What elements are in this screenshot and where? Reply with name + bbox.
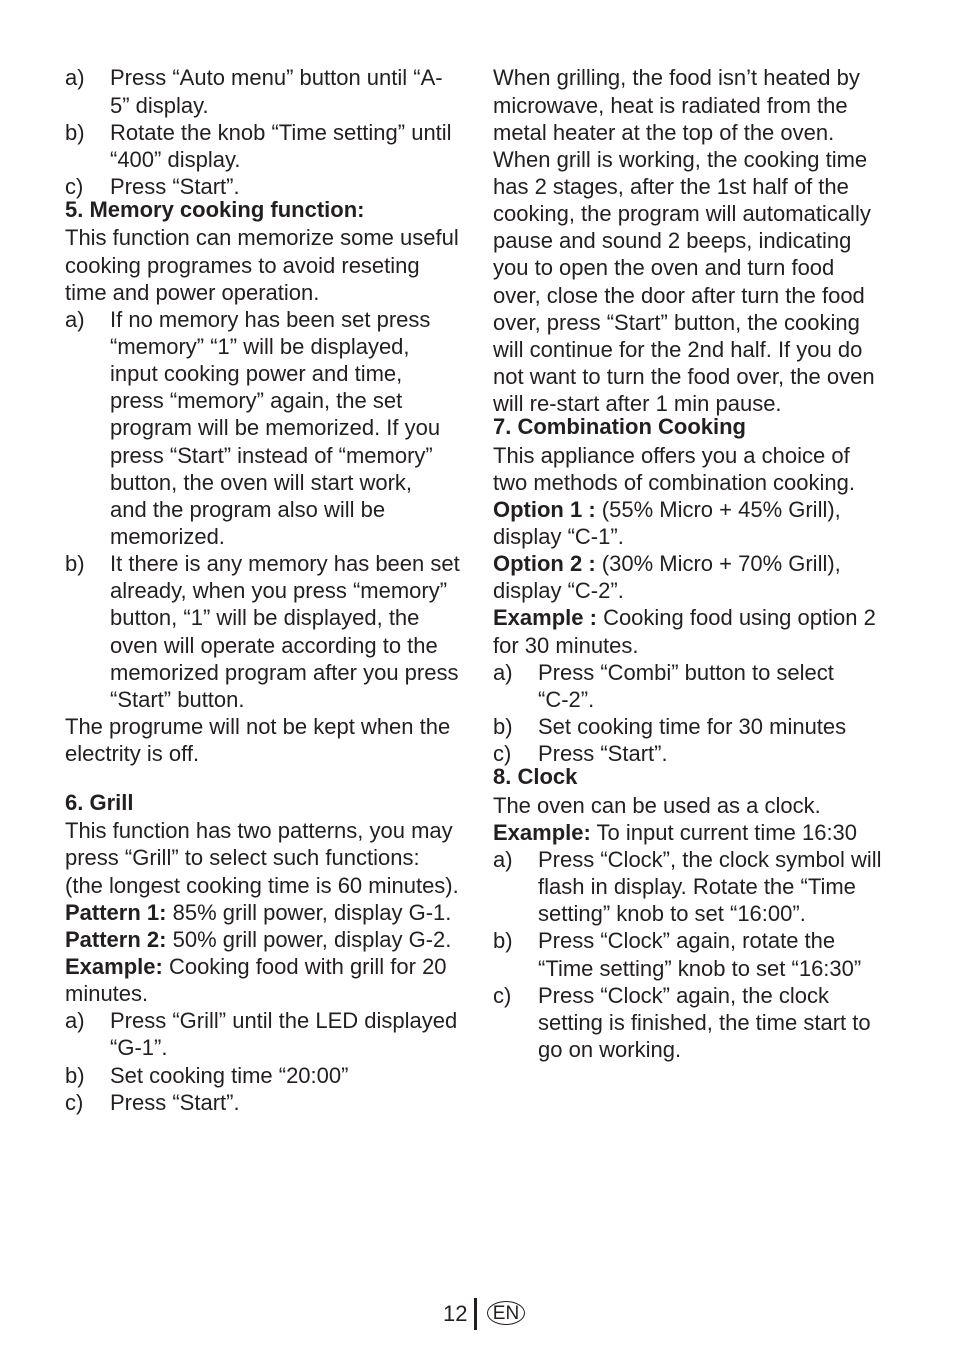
section-heading: 5. Memory cooking function: xyxy=(65,197,365,223)
paragraph-line: pause and sound 2 beeps, indicating xyxy=(493,228,852,254)
paragraph-line: two methods of combination cooking. xyxy=(493,469,855,495)
language-badge: EN xyxy=(487,1301,525,1325)
paragraph-line: over, press “Start” button, the cooking xyxy=(493,309,860,335)
step-text: Press “Clock” again, the clock xyxy=(538,982,829,1008)
label-text: Cooking food with grill for 20 xyxy=(168,953,447,979)
bold-label: Pattern 1: xyxy=(65,899,167,925)
combination-section xyxy=(493,414,913,767)
step-marker: c) xyxy=(65,173,84,199)
memory-note xyxy=(65,713,475,767)
step-item xyxy=(493,982,913,1063)
step-item xyxy=(65,1062,475,1089)
step-text: button, “1” will be displayed, the xyxy=(110,605,420,631)
step-marker: c) xyxy=(493,741,512,767)
step-marker: b) xyxy=(65,1062,85,1088)
grill-example xyxy=(65,953,475,1007)
footer-divider xyxy=(474,1298,477,1330)
label-text: Cooking food using option 2 xyxy=(603,605,876,631)
label-text: To input current time 16:30 xyxy=(596,819,858,845)
bold-label: Option 2 : xyxy=(493,551,596,577)
paragraph-line: over, close the door after turn the food xyxy=(493,282,865,308)
step-text: “memory” “1” will be displayed, xyxy=(110,334,410,360)
step-marker: b) xyxy=(493,928,513,954)
step-marker: b) xyxy=(65,119,85,145)
clock-example xyxy=(493,819,913,846)
step-text: 5” display. xyxy=(110,92,209,118)
paragraph xyxy=(493,442,913,496)
step-text: Press “Grill” until the LED displayed xyxy=(110,1008,458,1034)
pattern-2 xyxy=(65,926,475,953)
step-marker: c) xyxy=(65,1089,84,1115)
paragraph-line: electrity is off. xyxy=(65,741,200,767)
paragraph-line xyxy=(493,496,913,523)
paragraph xyxy=(65,817,475,898)
step-text: program will be memorized. If you xyxy=(110,415,441,441)
bold-label: Example : xyxy=(493,605,597,631)
step-item xyxy=(493,740,913,767)
step-text: “G-1”. xyxy=(110,1035,168,1061)
step-marker: b) xyxy=(493,714,513,740)
step-text: Press “Start”. xyxy=(110,173,240,199)
step-text: setting is finished, the time start to xyxy=(538,1009,871,1035)
step-item xyxy=(493,927,913,981)
step-line xyxy=(65,119,475,146)
label-text: (55% Micro + 45% Grill), xyxy=(601,496,841,522)
step-text: “Time setting” knob to set “16:30” xyxy=(538,955,862,981)
paragraph-line xyxy=(493,550,913,577)
step-line xyxy=(65,1062,475,1089)
section-heading: 7. Combination Cooking xyxy=(493,414,746,440)
step-marker: a) xyxy=(493,659,513,685)
step-text: It there is any memory has been set xyxy=(110,551,460,577)
pattern-1 xyxy=(65,899,475,926)
combination-example xyxy=(493,604,913,658)
step-marker: a) xyxy=(65,65,85,91)
bold-label: Option 1 : xyxy=(493,496,596,522)
step-text: If no memory has been set press xyxy=(110,306,431,332)
step-text: Press “Start”. xyxy=(538,741,668,767)
step-text: oven will operate according to the xyxy=(110,632,438,658)
step-line xyxy=(65,64,475,91)
step-line xyxy=(493,659,913,686)
paragraph-line: you to open the oven and turn food xyxy=(493,255,835,281)
step-text: input cooking power and time, xyxy=(110,361,403,387)
label-text: 50% grill power, display G-2. xyxy=(172,926,452,952)
step-item xyxy=(65,550,475,713)
memory-section xyxy=(65,197,475,767)
paragraph-line: display “C-1”. xyxy=(493,524,624,550)
step-line xyxy=(493,713,913,740)
step-text: go on working. xyxy=(538,1036,682,1062)
grill-section xyxy=(65,789,475,1116)
paragraph-line: not want to turn the food over, the oven xyxy=(493,363,875,389)
section-heading: 6. Grill xyxy=(65,789,134,815)
paragraph-line: This function can memorize some useful xyxy=(65,225,459,251)
step-text: Press “Auto menu” button until “A- xyxy=(110,65,443,91)
step-item xyxy=(65,119,475,173)
step-text: press “Start” instead of “memory” xyxy=(110,442,433,468)
step-line xyxy=(65,1089,475,1116)
step-text: “Start” button. xyxy=(110,686,245,712)
step-line xyxy=(493,740,913,767)
page-number: 12 xyxy=(443,1301,468,1326)
step-text: already, when you press “memory” xyxy=(110,578,448,604)
step-text: Set cooking time “20:00” xyxy=(110,1062,349,1088)
step-text: setting” knob to set “16:00”. xyxy=(538,901,806,927)
paragraph-line: will re-start after 1 min pause. xyxy=(493,391,782,417)
label-text: (30% Micro + 70% Grill), xyxy=(601,551,841,577)
step-marker: c) xyxy=(493,982,512,1008)
step-text: flash in display. Rotate the “Time xyxy=(538,874,856,900)
bold-label: Example: xyxy=(65,953,163,979)
left-column xyxy=(65,64,475,1115)
step-text: button, the oven will start work, xyxy=(110,469,413,495)
step-text: Press “Start”. xyxy=(110,1089,240,1115)
step-text: memorized. xyxy=(110,524,225,550)
step-item xyxy=(493,846,913,927)
bold-label: Example: xyxy=(493,819,591,845)
paragraph-line: has 2 stages, after the 1st half of the xyxy=(493,173,849,199)
step-marker: b) xyxy=(65,551,85,577)
paragraph-line: microwave, heat is radiated from the xyxy=(493,92,848,118)
paragraph-line: When grilling, the food isn’t heated by xyxy=(493,65,860,91)
paragraph-line: The progrume will not be kept when the xyxy=(65,714,451,740)
option-2 xyxy=(493,550,913,604)
section-heading: 8. Clock xyxy=(493,764,578,790)
right-column xyxy=(493,64,913,1063)
step-line xyxy=(493,927,913,954)
step-item xyxy=(65,1089,475,1116)
step-item xyxy=(493,659,913,713)
grill-note xyxy=(493,64,913,417)
paragraph-line xyxy=(65,953,475,980)
bold-label: Pattern 2: xyxy=(65,926,167,952)
step-text: Rotate the knob “Time setting” until xyxy=(110,119,452,145)
step-line xyxy=(493,846,913,873)
step-line xyxy=(493,982,913,1009)
step-text: Set cooking time for 30 minutes xyxy=(538,714,847,740)
step-marker: a) xyxy=(65,1008,85,1034)
paragraph-line: press “Grill” to select such functions: xyxy=(65,845,420,871)
step-text: “400” display. xyxy=(110,146,241,172)
paragraph-line: When grill is working, the cooking time xyxy=(493,146,868,172)
paragraph-line: This appliance offers you a choice of xyxy=(493,442,850,468)
paragraph-line: time and power operation. xyxy=(65,279,320,305)
step-item xyxy=(65,173,475,200)
step-marker: a) xyxy=(65,306,85,332)
paragraph-line: minutes. xyxy=(65,981,149,1007)
label-text: 85% grill power, display G-1. xyxy=(172,899,452,925)
paragraph-line: for 30 minutes. xyxy=(493,632,639,658)
step-item xyxy=(65,306,475,550)
paragraph-line: metal heater at the top of the oven. xyxy=(493,119,835,145)
paragraph-line: The oven can be used as a clock. xyxy=(493,792,821,818)
paragraph-line: (the longest cooking time is 60 minutes). xyxy=(65,872,459,898)
paragraph-line: display “C-2”. xyxy=(493,578,624,604)
step-text: and the program also will be xyxy=(110,496,386,522)
paragraph-line xyxy=(493,604,913,631)
step-line xyxy=(65,550,475,577)
auto-menu-steps xyxy=(65,64,475,200)
step-item xyxy=(493,713,913,740)
paragraph-line: cooking, the program will automatically xyxy=(493,201,871,227)
step-text: Press “Combi” button to select xyxy=(538,659,834,685)
paragraph-line: cooking programes to avoid reseting xyxy=(65,252,420,278)
paragraph-line: will continue for the 2nd half. If you do xyxy=(493,336,863,362)
step-text: “C-2”. xyxy=(538,686,595,712)
clock-section xyxy=(493,764,913,1063)
step-item xyxy=(65,64,475,118)
paragraph-line: This function has two patterns, you may xyxy=(65,818,453,844)
step-line xyxy=(65,173,475,200)
option-1 xyxy=(493,496,913,550)
step-item xyxy=(65,1007,475,1061)
paragraph xyxy=(65,224,475,305)
step-text: memorized program after you press xyxy=(110,659,459,685)
step-text: press “memory” again, the set xyxy=(110,388,403,414)
step-marker: a) xyxy=(493,846,513,872)
step-line xyxy=(65,306,475,333)
step-line xyxy=(65,1007,475,1034)
step-text: Press “Clock” again, rotate the xyxy=(538,928,836,954)
step-text: Press “Clock”, the clock symbol will xyxy=(538,846,882,872)
